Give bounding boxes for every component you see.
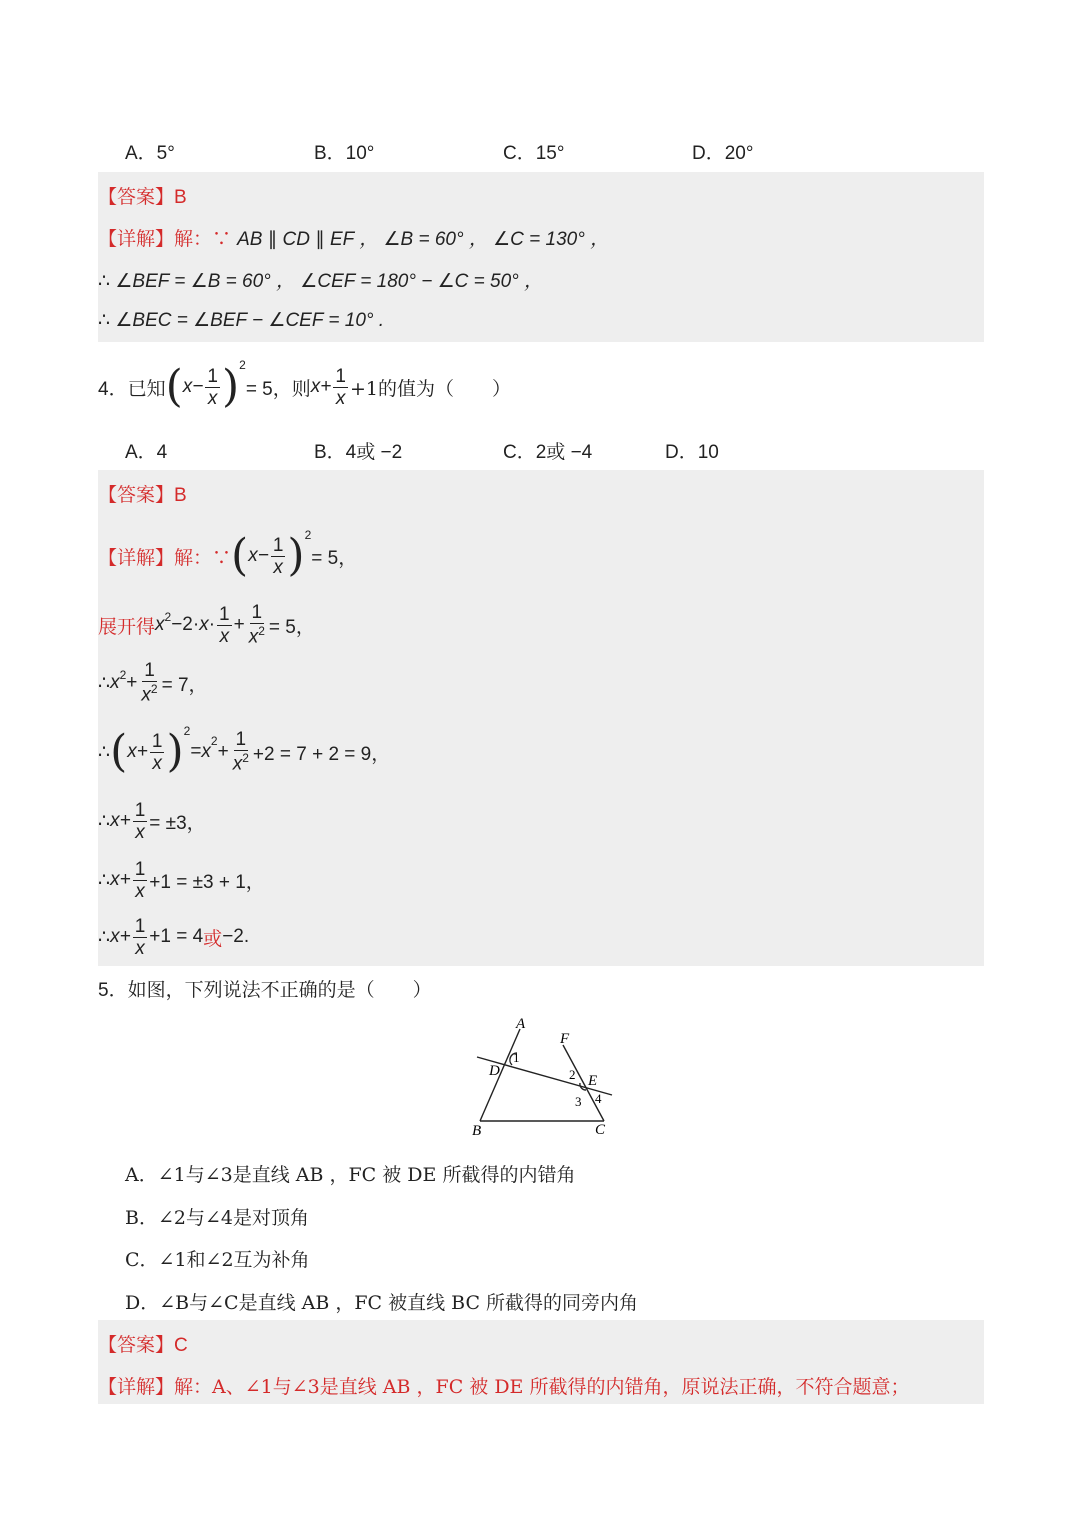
q5-geometry-figure: [468, 1015, 618, 1140]
q5-answer-line: [98, 1330, 188, 1357]
label-d: D: [489, 1063, 500, 1079]
q3-step-1: AB ∥ CD ∥ EF ， ∠B = 60° ， ∠C = 130° ，: [237, 229, 610, 250]
q5-option-b: B．∠2与∠4是对顶角: [125, 1207, 309, 1229]
detail-tag: 【详解】: [98, 228, 175, 250]
q3-option-d: D．20°: [692, 143, 754, 164]
answer-tag: 【答案】: [98, 484, 175, 506]
label-f: F: [560, 1031, 570, 1047]
q4-option-d: D．10: [665, 442, 719, 463]
q4-step-6-tail: +1 = ±3 + 1，: [149, 871, 265, 893]
detail-tag: 【详解】: [98, 546, 175, 569]
q4-step-5-tail: = ±3，: [149, 812, 206, 834]
question-number: 4．: [98, 378, 128, 400]
q4-step-3-tail: = 7，: [161, 674, 208, 696]
detail-tag: 【详解】: [98, 1376, 175, 1398]
q4-stem-post: +1的值为（ ）: [349, 377, 511, 400]
label-b: B: [472, 1123, 482, 1139]
q5-answer-panel: [98, 1320, 984, 1404]
line-ab: [480, 1029, 520, 1121]
q3-detail-line-1: [98, 224, 609, 251]
detail-lead: 解：∵: [174, 546, 232, 569]
q4-detail-step-2: 展开得 x $^2$ −2· x · $\frac{1}{x}$ + $\frac{1}{x^2}$ = 5，: [98, 602, 315, 648]
q3-option-a: A．5°: [125, 143, 175, 164]
q4-step-2-lead: 展开得: [98, 615, 156, 638]
q5-detail-line: [98, 1372, 909, 1399]
label-c: C: [595, 1122, 606, 1138]
q4-option-a: A．4: [125, 442, 168, 463]
q4-option-c: C．2或 −4: [503, 442, 593, 463]
q3-detail-line-2: ∴ ∠BEF = ∠B = 60° ， ∠CEF = 180° − ∠C = 50° ，: [98, 271, 544, 292]
q3-option-c: C．15°: [503, 143, 565, 164]
q4-stem-pre: 已知: [127, 377, 166, 400]
answer-value: B: [174, 485, 187, 506]
label-angle-3: 3: [575, 1094, 582, 1109]
q4-detail-step-7: ∴ x+ $\frac{1}{x}$ +1 = 4 或 −2.: [98, 915, 250, 959]
detail-lead: 解：∵: [174, 228, 232, 250]
label-angle-4: 4: [595, 1091, 602, 1106]
q4-step-7-tail-b: −2.: [222, 926, 250, 947]
q4-detail-step-4: ∴ ( x+ $\frac{1}{x}$ ) $^2$ = x $^2$ + $\frac{1}{x^2}$ +2 = 7 + 2 = 9，: [98, 724, 391, 777]
q4-detail-step-5: ∴ x+ $\frac{1}{x}$ = ±3，: [98, 799, 206, 843]
q4-answer-line: [98, 480, 187, 507]
q5-detail-text: 解：A、∠1与∠3是直线 AB ，FC 被 DE 所截得的内错角，原说法正确，不符合题意；: [174, 1376, 910, 1398]
q3-answer-panel: [98, 172, 984, 342]
q5-stem: [98, 975, 432, 1002]
q4-step-7-or: 或: [203, 927, 223, 950]
q4-step-2-tail: = 5，: [268, 616, 315, 638]
q3-option-b: B．10°: [314, 143, 375, 164]
q4-step-7-tail-a: +1 = 4: [149, 926, 204, 947]
answer-tag: 【答案】: [98, 1334, 175, 1356]
q4-detail-step-3: ∴ x $^2$ + $\frac{1}{x^2}$ = 7，: [98, 660, 208, 706]
answer-tag: 【答案】: [98, 186, 175, 208]
q3-answer-line: [98, 182, 187, 209]
q5-option-d: D．∠B与∠C是直线 AB ，FC 被直线 BC 所截得的同旁内角: [125, 1292, 639, 1314]
q4-option-b: B．4或 −2: [314, 442, 403, 463]
label-a: A: [516, 1016, 526, 1032]
q4-detail-step-1: 【详解】 解：∵ ( x− $\frac{1}{x}$ ) $^2$ = 5，: [98, 528, 358, 581]
label-angle-2: 2: [569, 1067, 576, 1082]
answer-value: C: [174, 1335, 188, 1356]
q3-detail-line-3: ∴ ∠BEC = ∠BEF − ∠CEF = 10° .: [98, 310, 385, 331]
q5-option-a: A．∠1与∠3是直线 AB ，FC 被 DE 所截得的内错角: [125, 1164, 576, 1186]
q4-step-1-tail: = 5，: [311, 547, 358, 569]
q5-option-c: C．∠1和∠2互为补角: [125, 1249, 310, 1271]
q5-stem-text: 如图，下列说法不正确的是（ ）: [127, 979, 432, 1001]
label-e: E: [588, 1073, 598, 1089]
q4-answer-panel: [98, 470, 984, 966]
question-number: 5．: [98, 980, 128, 1001]
q4-stem-mid: = 5，则: [245, 378, 311, 400]
q4-detail-step-6: ∴ x+ $\frac{1}{x}$ +1 = ±3 + 1，: [98, 858, 265, 902]
answer-value: B: [174, 187, 187, 208]
q4-stem: 4． 已知 ( x− $\frac{1}{x}$ ) $^2$ = 5，则 x+ $\frac{1}{x}$ +1的值为（ ）: [98, 358, 511, 412]
q4-step-4-tail: +2 = 7 + 2 = 9，: [252, 743, 391, 765]
label-angle-1: 1: [513, 1050, 520, 1065]
